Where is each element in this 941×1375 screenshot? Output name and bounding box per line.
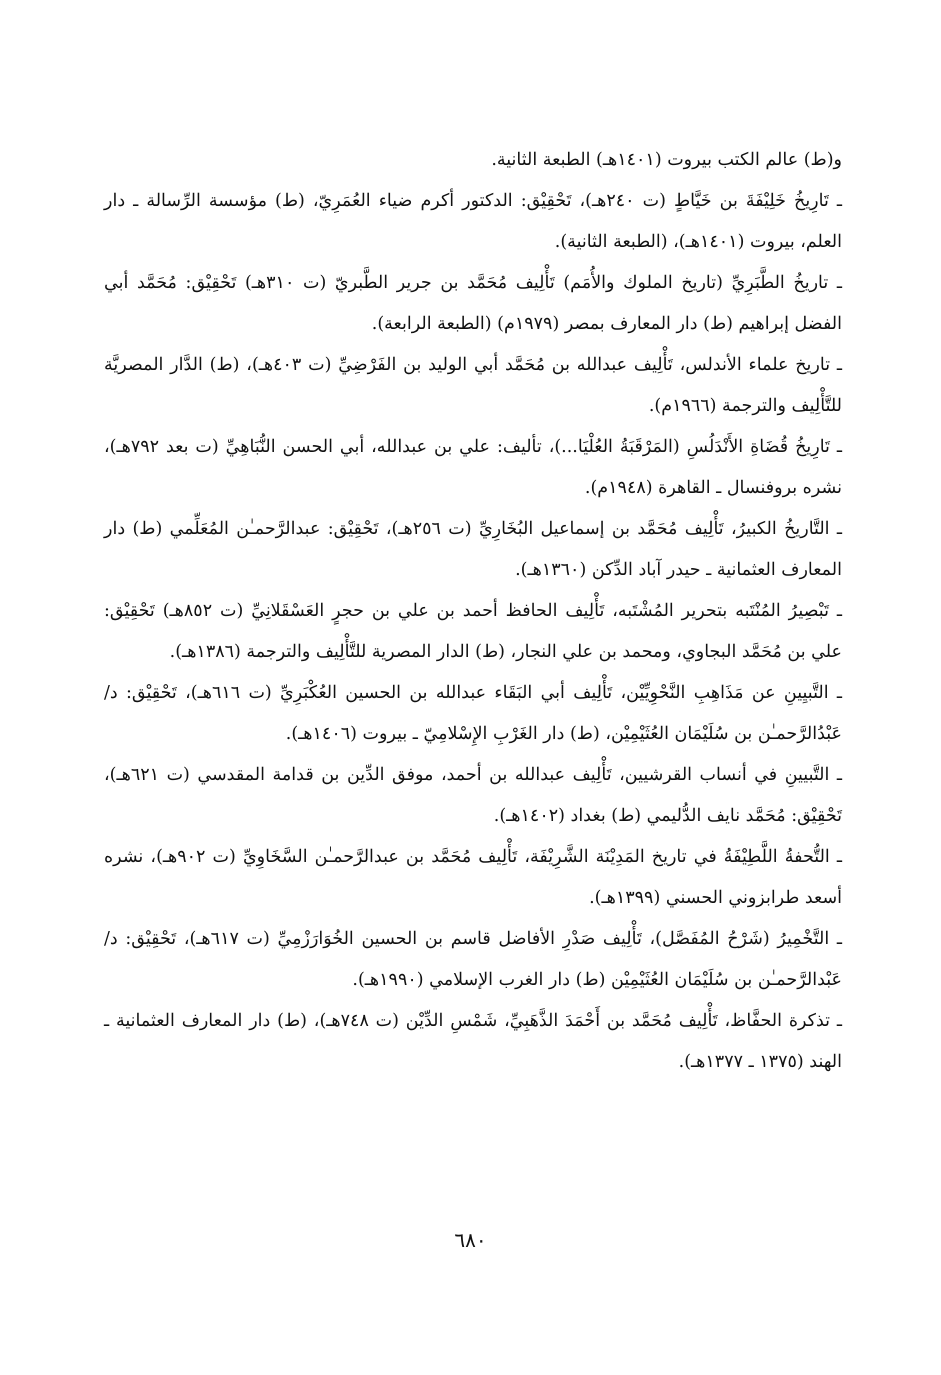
bibliography-entry: ـ تَارِيخُ قُضَاةِ الأَنْدَلُسِ (المَرْقَبَةُ العُلْيَا...)، تأليف: علي بن عبدالله، أبي الحسن النُّبَاهِيِّ (ت بعد ٧٩٢هـ)، نشره بروفنسال ـ القاهرة (١٩٤٨م). (104, 437, 842, 498)
bibliography-entry-continuation: و(ط) عالم الكتب بيروت (١٤٠١هـ) الطبعة الثانية. (491, 150, 842, 170)
bibliography-entry: ـ التَّبيِينِ عن مَذَاهِبِ النَّحْوِيِّيْن، تَأْلِيف أبي البَقَاء عبدالله بن الحسين العُكْبَرِيِّ (ت ٦١٦هـ)، تَحْقِيْق: د/ عَبْدُالرَّحمـٰن بن سُلَيْمَان العُثَيْمِيْن، (ط) دار الغَرْبِ الإِسْلامِيّ ـ بيروت (١٤٠٦هـ). (104, 683, 842, 744)
bibliography-entry: ـ تَارِيخُ خَلِيْفَةَ بن خَيَّاطٍ (ت ٢٤٠هـ)، تَحْقِيْق: الدكتور أكرم ضياء العُمَرِيّ، (ط) مؤسسة الرِّسالة ـ دار العلم، بيروت (١٤٠١هـ)، (الطبعة الثانية). (104, 191, 843, 252)
bibliography-entry: ـ التُّحفةُ اللَّطِيْفَةُ في تاريخ المَدِيْنَة الشَّرِيْفَة، تَأْلِيف مُحَمَّد بن عبدالرَّحمـٰن السَّخَاوِيِّ (ت ٩٠٢هـ)، نشره أسعد طرابزوني الحسني (١٣٩٩هـ). (104, 847, 842, 908)
bibliography-entry: ـ تَبْصِيرُ المُنْتَبه بتحرير المُشْتَبه، تَأْلِيف الحافظ أحمد بن علي بن حجرٍ العَسْقَلانِيِّ (ت ٨٥٢هـ) تَحْقِيْق: علي بن مُحَمَّد البجاوي، ومحمد بن علي النجار، (ط) الدار المصرية للتَّأْلِيف والترجمة (١٣٨٦هـ). (104, 601, 842, 662)
bibliography-entry: ـ تاريخُ الطَّبَرِيِّ (تاريخ الملوك والأُمَم) تَأْلِيف مُحَمَّد بن جرير الطَّبريّ (ت ٣١٠هـ) تَحْقِيْق: مُحَمَّد أبي الفضل إبراهيم (ط) دار المعارف بمصر (١٩٧٩م) (الطبعة الرابعة). (104, 273, 842, 334)
bibliography-entry: ـ تذكرة الحفَّاظ، تَأْلِيف مُحَمَّد بن أَحْمَدَ الذَّهَبِيِّ، شَمْسِ الدِّيْن (ت ٧٤٨هـ)، (ط) دار المعارف العثمانية ـ الهند (١٣٧٥ ـ ١٣٧٧هـ). (104, 1011, 842, 1072)
bibliography-entry: ـ التَّبيينِ في أنساب القرشيين، تَأْلِيف عبدالله بن أحمد، موفق الدِّين بن قدامة المقدسي (ت ٦٢١هـ)، تَحْقِيْق: مُحَمَّد نايف الدُّليمي (ط) بغداد (١٤٠٢هـ). (104, 765, 842, 826)
page-number: ٦٨٠ (454, 1228, 487, 1252)
bibliography-entry: ـ التَّاريخُ الكبيرُ، تَأْلِيف مُحَمَّد بن إسماعيل البُخَارِيِّ (ت ٢٥٦هـ)، تَحْقِيْق: عبدالرَّحمـٰن المُعَلِّمي (ط) دار المعارف العثمانية ـ حيدر آباد الدِّكن (١٣٦٠هـ). (104, 519, 842, 580)
bibliography-entry: ـ تاريخ علماء الأندلس، تَأْلِيف عبدالله بن مُحَمَّد أبي الوليد بن الفَرْضِيِّ (ت ٤٠٣هـ)، (ط) الدَّار المصريَّة للتَّأْلِيف والترجمة (١٩٦٦م). (104, 355, 842, 416)
bibliography-entry: ـ التَّخْمِيرُ (شَرْحُ المُفَصَّل)، تَأْلِيف صَدْرِ الأفاضل قاسم بن الحسين الخُوَارَزْمِيِّ (ت ٦١٧هـ)، تَحْقِيْق: د/ عَبْدالرَّحمـٰن بن سُلَيْمَان العُثَيْمِيْن (ط) دار الغرب الإسلامي (١٩٩٠هـ). (104, 929, 842, 990)
bibliography-list (104, 140, 842, 1083)
